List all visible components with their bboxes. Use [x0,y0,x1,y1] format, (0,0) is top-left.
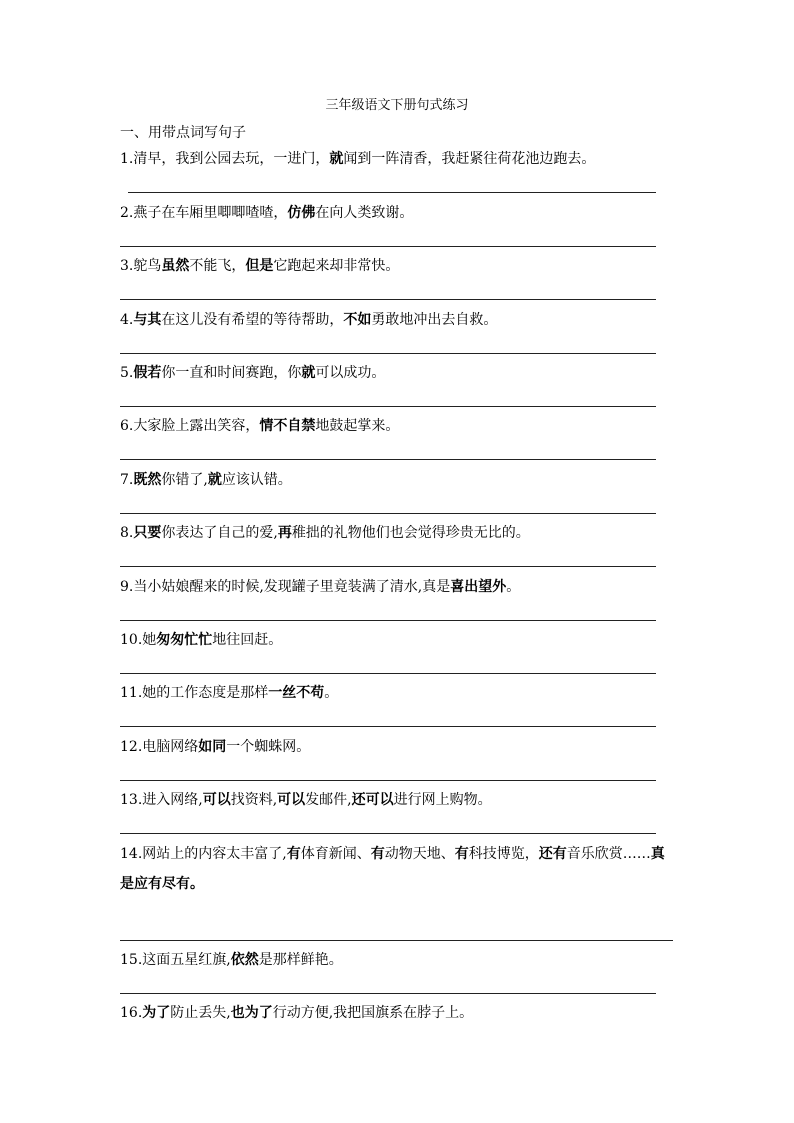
keyword: 既然 [133,472,162,488]
keyword: 真 [650,846,665,862]
sentence-text: 发邮件, [305,792,352,808]
sentence-text: 15.这面五星红旗, [120,952,231,968]
question-5 [120,364,676,382]
keyword: 就 [329,151,344,167]
question-12 [120,738,676,756]
sentence-text: 科技博览， [468,846,539,862]
sentence-text: 稚拙的礼物他们也会觉得珍贵无比的。 [291,525,530,541]
keyword: 是应有尽有。 [120,876,204,892]
sentence-text: 6.大家脸上露出笑容， [120,418,260,434]
sentence-text: 可以成功。 [315,365,386,381]
sentence-text: 音乐欣赏…… [566,846,651,862]
keyword: 为了 [142,1005,171,1021]
answer-line-10[interactable] [120,673,656,674]
keyword: 只要 [133,525,162,541]
keyword: 虽然 [161,258,190,274]
keyword: 就 [207,472,222,488]
sentence-text: 不能飞， [189,258,246,274]
sentence-text: 地鼓起掌来。 [315,418,400,434]
question-14 [120,839,680,899]
sentence-text: 进行网上购物。 [393,792,492,808]
sentence-text: 4. [120,312,134,328]
sentence-text: 闻到一阵清香，我赶紧往荷花池边跑去。 [343,151,596,167]
sentence-text: 。 [506,579,521,595]
sentence-text: 应该认错。 [221,472,292,488]
keyword: 喜出望外 [450,579,507,595]
question-1 [120,150,676,168]
sentence-text: 8. [120,525,134,541]
question-15 [120,951,676,969]
question-7 [120,471,676,489]
sentence-text: 你错了, [161,472,208,488]
sentence-text: 一个蜘蛛网。 [226,739,311,755]
keyword: 仿佛 [287,205,316,221]
keyword: 一丝不苟 [268,685,325,701]
answer-line-8[interactable] [120,566,656,567]
keyword: 就 [301,365,316,381]
answer-line-2[interactable] [120,246,656,247]
sentence-text: 7. [120,472,134,488]
sentence-text: 14.网站上的内容太丰富了, [120,846,287,862]
answer-line-3[interactable] [120,299,656,300]
sentence-text: 13.进入网络, [120,792,203,808]
question-2 [120,204,676,222]
question-9 [120,578,676,596]
answer-line-6[interactable] [120,459,656,460]
question-8 [120,524,676,542]
keyword: 还可以 [351,792,394,808]
sentence-text: 勇敢地冲出去自救。 [371,312,498,328]
sentence-text: 在这儿没有希望的等待帮助， [161,312,344,328]
answer-line-7[interactable] [120,513,656,514]
keyword: 如同 [198,739,227,755]
sentence-text: 9.当小姑娘醒来的时候,发现罐子里竟装满了清水,真是 [120,579,451,595]
keyword: 依然 [230,952,259,968]
answer-line-4[interactable] [120,353,656,354]
sentence-text: 你一直和时间赛跑，你 [161,365,302,381]
sentence-text: 它跑起来却非常快。 [273,258,400,274]
answer-line-14[interactable] [120,940,673,941]
sentence-text: 在向人类致谢。 [315,205,414,221]
sentence-text: 体育新闻、 [300,846,371,862]
sentence-text: 3.鸵鸟 [120,258,162,274]
keyword: 也为了 [230,1005,273,1021]
sentence-text: 你表达了自己的爱, [161,525,278,541]
question-6 [120,417,676,435]
sentence-text: 防止丢失, [170,1005,231,1021]
section-heading: 一、用带点词写句子 [120,125,246,141]
answer-line-13[interactable] [120,833,656,834]
keyword: 可以 [202,792,231,808]
sentence-text: 1.清早，我到公园去玩，一进门， [120,151,330,167]
question-16 [120,1004,676,1022]
sentence-text: 是那样鲜艳。 [258,952,343,968]
sentence-text: 16. [120,1005,143,1021]
sentence-text: 2.燕子在车厢里唧唧喳喳， [120,205,288,221]
answer-line-12[interactable] [120,780,656,781]
answer-line-15[interactable] [120,993,656,994]
sentence-text: 12.电脑网络 [120,739,199,755]
sentence-text: 。 [324,685,339,701]
sentence-text: 地往回赶。 [212,632,283,648]
keyword: 可以 [277,792,306,808]
page-title: 三年级语文下册句式练习 [325,98,469,113]
answer-line-5[interactable] [120,406,656,407]
keyword: 假若 [133,365,162,381]
answer-line-1[interactable] [128,192,656,193]
answer-line-11[interactable] [120,726,656,727]
keyword: 还有 [538,846,567,862]
sentence-text: 11.她的工作态度是那样 [120,685,269,701]
sentence-text: 动物天地、 [384,846,455,862]
keyword: 与其 [133,312,162,328]
question-4 [120,311,676,329]
answer-line-9[interactable] [120,620,656,621]
sentence-text: 5. [120,365,134,381]
keyword: 有 [454,846,469,862]
question-10 [120,631,676,649]
question-13 [120,791,676,809]
sentence-text: 找资料, [230,792,278,808]
keyword: 有 [370,846,385,862]
sentence-text: 10.她 [120,632,157,648]
sentence-text: 行动方便,我把国旗系在脖子上。 [272,1005,474,1021]
question-11 [120,684,676,702]
question-3 [120,257,676,275]
keyword: 不如 [343,312,372,328]
keyword: 有 [286,846,301,862]
keyword: 再 [277,525,292,541]
keyword: 但是 [245,258,274,274]
keyword: 情不自禁 [259,418,316,434]
keyword: 匆匆忙忙 [156,632,213,648]
